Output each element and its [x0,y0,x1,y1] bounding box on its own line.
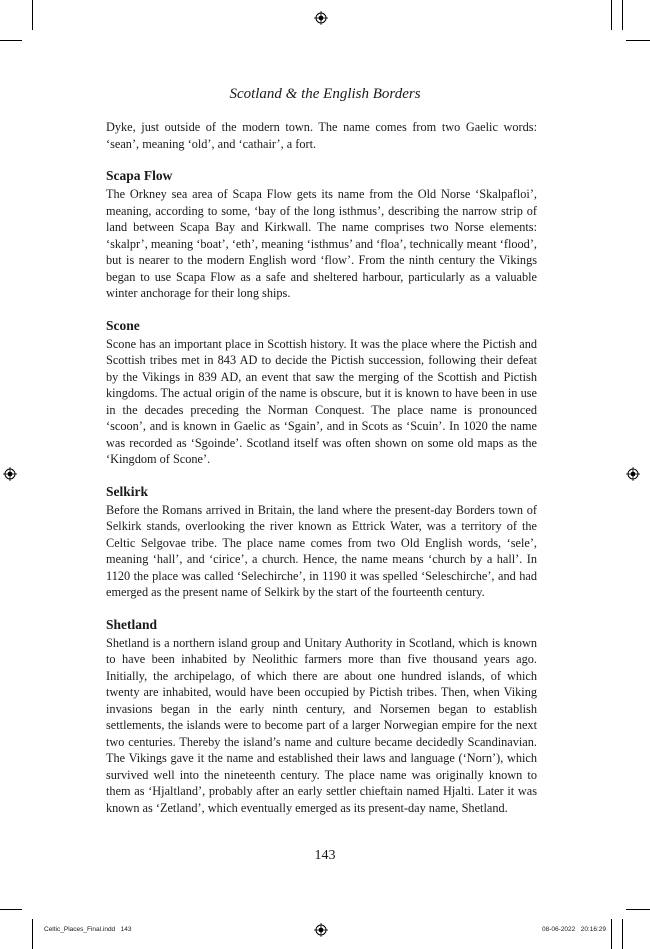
entry-shetland [106,616,537,817]
crop-mark [626,909,650,910]
crop-mark [622,919,623,949]
crop-mark [611,919,612,949]
registration-mark-icon [314,11,328,25]
crop-mark [622,0,623,30]
crop-mark [0,909,22,910]
entry-body: Scone has an important place in Scottish history. It was the place where the Pictish and Scottish tribes met in 843 AD to decide the Pictish succession, following their defeat by the Vikings in 839 AD, an event that saw the merging of the Scottish and Pictish kingdoms. The actual origin of the name is obscure, but it is known to have been in use in the decades preceding the Norman Conquest. The place name is pronounced ‘scoon’, and is known in Gaelic as ‘Sgain’, and in Scots as ‘Scuin’. In 1020 the name was recorded as ‘Sgoinde’. Scotland itself was often shown on some old maps as the ‘Kingdom of Scone’. [106,336,537,466]
intro-paragraph: Dyke, just outside of the modern town. The name comes from two Gaelic words: ‘sean’, meaning ‘old’, and ‘cathair’, a fort. [106,120,537,151]
running-head: Scotland & the English Borders [229,86,421,102]
entry-scone [106,317,537,468]
crop-mark [32,0,33,30]
entry-scapa-flow [106,167,537,302]
crop-mark [0,40,22,41]
entry-body: Before the Romans arrived in Britain, the land where the present-day Borders town of Selkirk stands, overlooking the river known as Ettrick Water, was a territory of the Celtic Selgovae tribe. The place name comes from two Old English words, ‘sele’, meaning ‘hall’, and ‘cirice’, a church. Hence, the name means ‘church by a hall’. In 1120 the place was called ‘Selechirche’, in 1190 it was spelled ‘Seleschirche’, and had emerged as the present name of Selkirk by the start of the fourteenth century. [106,502,537,599]
entry-heading: Selkirk [106,483,149,499]
entry-body: The Orkney sea area of Scapa Flow gets its name from the Old Norse ‘Skalpafloi’, meaning, according to some, ‘bay of the long isthmus’, describing the narrow strip of land between Scapa Bay and Kirkwall. The name comprises two Norse elements: ‘skalpr’, meaning ‘boat’, ‘eth’, meaning ‘isthmus’ and ‘floa’, technically meant ‘flood’, but is nearer to the modern English word ‘flow’. From the ninth century the Vikings began to use Scapa Flow as a safe and sheltered harbour, particularly as a valuable winter anchorage for their long ships. [106,187,537,300]
entry-heading: Shetland [106,616,158,632]
crop-mark [626,40,650,41]
registration-mark-icon [314,923,328,937]
slug-filename: Celtic_Places_Final.indd 143 [44,926,132,933]
crop-mark [611,0,612,30]
page-body [106,119,537,816]
entry-body: Shetland is a northern island group and Unitary Authority in Scotland, which is known to have been inhabited by Neolithic farmers more than five thousand years ago. Initially, the archipelago, of which there are about one hundred islands, of which twenty are inhabited, would have been occupied by Pictish tribes. Then, when Viking invasions began in the early ninth century, and Norsemen began to establish settlements, the islands were to become part of a larger Norwegian empire for the next two centuries. Thereby the island’s name and culture became decidedly Scandinavian. The Vikings gave it the name and established their laws and language (‘Norn’), which survived well into the nineteenth century. The place name was originally known to them as ‘Hjaltland’, probably after an early settler chieftain named Hjalti. Later it was known as ‘Zetland’, which eventually emerged as its present-day name, Shetland. [106,635,537,815]
crop-mark [32,919,33,949]
entry-heading: Scone [106,317,140,333]
registration-mark-icon [626,467,640,481]
entry-heading: Scapa Flow [106,168,173,183]
registration-mark-icon [3,467,17,481]
page-number: 143 [314,848,336,863]
entry-selkirk [106,483,537,601]
slug-timestamp: 08-06-2022 20:16:29 [542,926,606,933]
